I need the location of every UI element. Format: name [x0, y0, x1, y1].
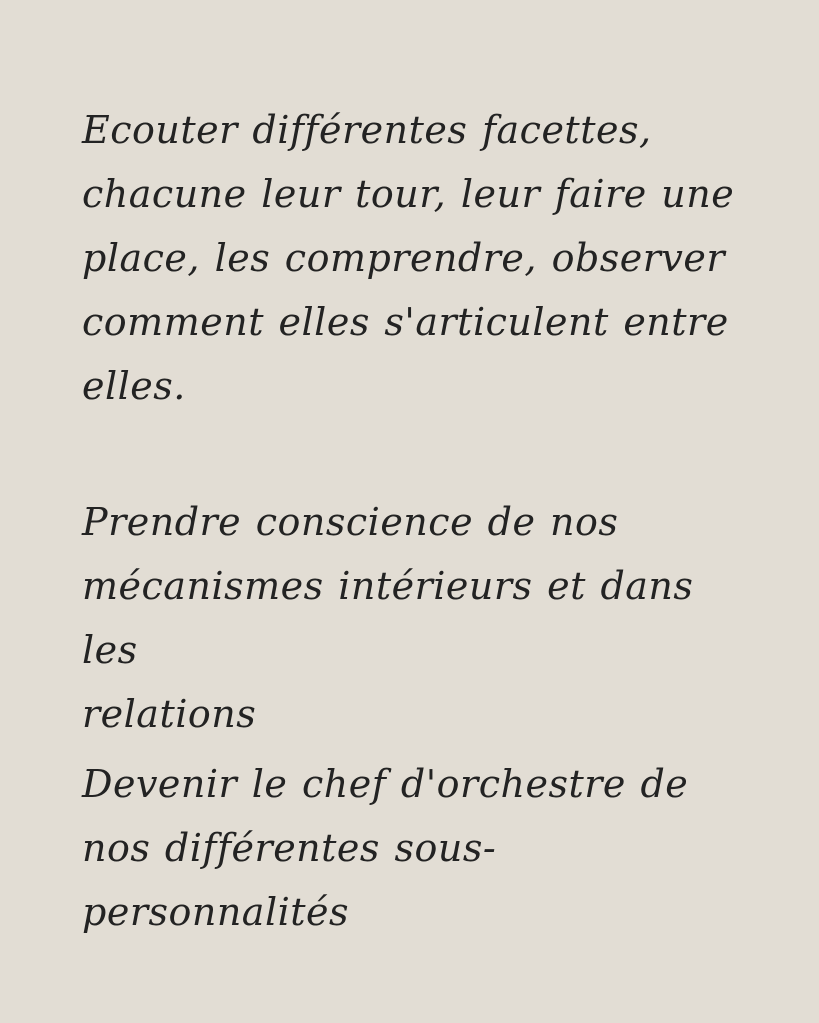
paragraph-listen-to-facets: Ecouter différentes facettes, chacune leur tour, leur faire une place, les comprendre, observer comment elles s'articulent entre elles.: [82, 108, 735, 408]
paragraph-become-conductor: Devenir le chef d'orchestre de nos différentes sous-personnalités: [82, 762, 689, 934]
paragraph-become-aware: Prendre conscience de nos mécanismes intérieurs et dans les relations: [82, 500, 694, 736]
